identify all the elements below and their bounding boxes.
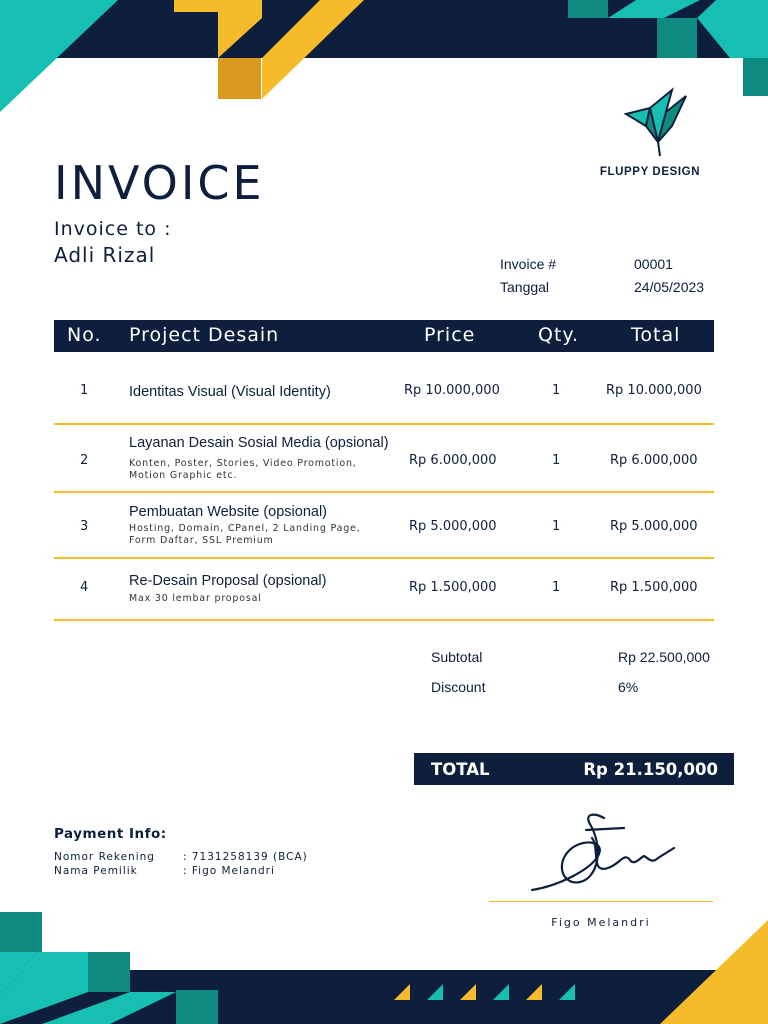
signature-image [528, 808, 678, 896]
invoice-date-label: Tanggal [500, 279, 550, 295]
row-subtitle: Max 30 lembar proposal [129, 593, 262, 604]
row-total: Rp 5.000,000 [610, 519, 698, 534]
row-price: Rp 5.000,000 [409, 519, 497, 534]
invoice-date: 24/05/2023 [634, 279, 705, 295]
table-row [54, 493, 714, 559]
discount-value: 6% [618, 679, 639, 695]
total-label: TOTAL [431, 760, 490, 779]
total-value: Rp 21.150,000 [583, 760, 718, 779]
table-row [54, 559, 714, 621]
company-logo [596, 86, 704, 178]
row-qty: 1 [552, 453, 561, 468]
payment-info-heading: Payment Info: [54, 826, 167, 842]
row-total: Rp 1.500,000 [610, 580, 698, 595]
row-qty: 1 [552, 519, 561, 534]
row-title: Identitas Visual (Visual Identity) [129, 384, 331, 400]
row-subtitle: Konten, Poster, Stories, Video Promotion, Motion Graphic etc. [129, 458, 357, 481]
row-price: Rp 1.500,000 [409, 580, 497, 595]
row-number: 3 [80, 519, 89, 534]
row-qty: 1 [552, 580, 561, 595]
row-title: Pembuatan Website (opsional) [129, 504, 328, 520]
origami-bird-icon [610, 86, 690, 158]
discount-label: Discount [431, 679, 486, 695]
invoice-title: INVOICE [54, 156, 265, 210]
header-project: Project Desain [129, 324, 280, 346]
invoice-number-label: Invoice # [500, 256, 557, 272]
row-subtitle: Hosting, Domain, CPanel, 2 Landing Page, Form Daftar, SSL Premium [129, 523, 361, 546]
row-title: Re-Desain Proposal (opsional) [129, 573, 327, 589]
signature-line [489, 901, 713, 902]
header-total: Total [631, 324, 681, 346]
account-number: : 7131258139 (BCA) [183, 851, 308, 863]
account-owner: : Figo Melandri [183, 865, 275, 877]
row-number: 1 [80, 383, 89, 398]
row-number: 4 [80, 580, 89, 595]
row-price: Rp 6.000,000 [409, 453, 497, 468]
invoice-to-label: Invoice to : [54, 218, 172, 240]
row-number: 2 [80, 453, 89, 468]
table-row [54, 352, 714, 425]
row-price: Rp 10.000,000 [404, 383, 500, 398]
brand-name: FLUPPY DESIGN [599, 166, 701, 178]
client-name: Adli Rizal [54, 243, 156, 267]
subtotal-label: Subtotal [431, 649, 483, 665]
table-header [54, 320, 714, 352]
account-owner-label: Nama Pemilik [54, 865, 138, 877]
header-qty: Qty. [538, 324, 579, 346]
signer-name: Figo Melandri [551, 916, 651, 929]
total-bar [414, 753, 734, 785]
header-price: Price [424, 324, 476, 346]
row-total: Rp 10.000,000 [606, 383, 702, 398]
row-qty: 1 [552, 383, 561, 398]
row-title: Layanan Desain Sosial Media (opsional) [129, 435, 389, 451]
table-row [54, 425, 714, 493]
account-number-label: Nomor Rekening [54, 851, 155, 863]
row-total: Rp 6.000,000 [610, 453, 698, 468]
subtotal-value: Rp 22.500,000 [618, 649, 710, 665]
header-no: No. [67, 324, 102, 346]
invoice-number: 00001 [634, 256, 673, 272]
